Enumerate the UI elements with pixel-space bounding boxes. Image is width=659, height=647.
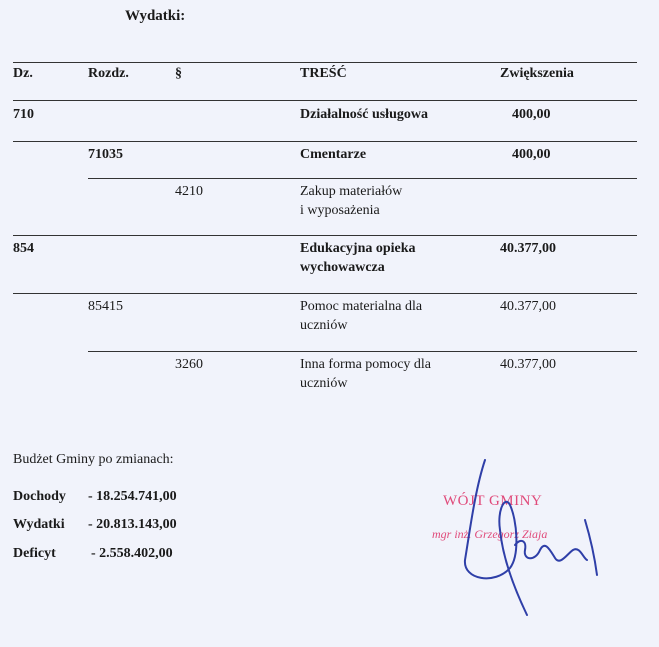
table-row-rozdz: 71035 <box>88 147 123 162</box>
header-bottom-rule <box>13 100 637 101</box>
col-header-zwiekszenia: Zwiększenia <box>500 66 574 81</box>
table-row-tresc: Cmentarze <box>300 147 367 162</box>
table-row-tresc: Pomoc materialna dla uczniów <box>300 299 423 333</box>
section-title: Wydatki: <box>125 8 186 24</box>
col-header-dz: Dz. <box>13 66 33 81</box>
summary-wydatki-value: - 20.813.143,00 <box>88 517 177 532</box>
table-row-value: 400,00 <box>512 147 551 162</box>
table-row-value: 400,00 <box>512 107 551 122</box>
row-rule <box>88 351 637 352</box>
col-header-rozdz: Rozdz. <box>88 66 129 81</box>
col-header-paragraph: § <box>175 66 182 81</box>
table-row-dz: 710 <box>13 107 34 122</box>
stamp-name: mgr inż. Grzegorz Ziaja <box>432 527 548 541</box>
row-rule <box>13 235 637 236</box>
table-row-tresc: Działalność usługowa <box>300 107 428 122</box>
summary-dochody-label: Dochody <box>13 489 66 504</box>
table-row-rozdz: 85415 <box>88 299 123 314</box>
summary-title: Budżet Gminy po zmianach: <box>13 452 174 467</box>
handwritten-signature <box>455 450 605 620</box>
table-row-tresc: Edukacyjna opieka wychowawcza <box>300 241 416 275</box>
table-row-tresc: Inna forma pomocy dla uczniów <box>300 357 432 391</box>
table-row-value: 40.377,00 <box>500 357 556 372</box>
stamp-title: WÓJT GMINY <box>443 493 543 509</box>
table-row-paragraph: 3260 <box>175 357 203 372</box>
table-top-rule <box>13 62 637 63</box>
row-rule <box>13 293 637 294</box>
row-rule <box>13 141 637 142</box>
table-row-value: 40.377,00 <box>500 299 556 314</box>
table-row-dz: 854 <box>13 241 34 256</box>
table-row-value: 40.377,00 <box>500 241 556 256</box>
summary-deficyt-value: - 2.558.402,00 <box>91 546 173 561</box>
summary-dochody-value: - 18.254.741,00 <box>88 489 177 504</box>
summary-deficyt-label: Deficyt <box>13 546 56 561</box>
summary-wydatki-label: Wydatki <box>13 517 65 532</box>
col-header-tresc: TREŚĆ <box>300 66 347 81</box>
row-rule <box>88 178 637 179</box>
table-row-paragraph: 4210 <box>175 184 203 199</box>
table-row-tresc: Zakup materiałów i wyposażenia <box>300 184 403 218</box>
